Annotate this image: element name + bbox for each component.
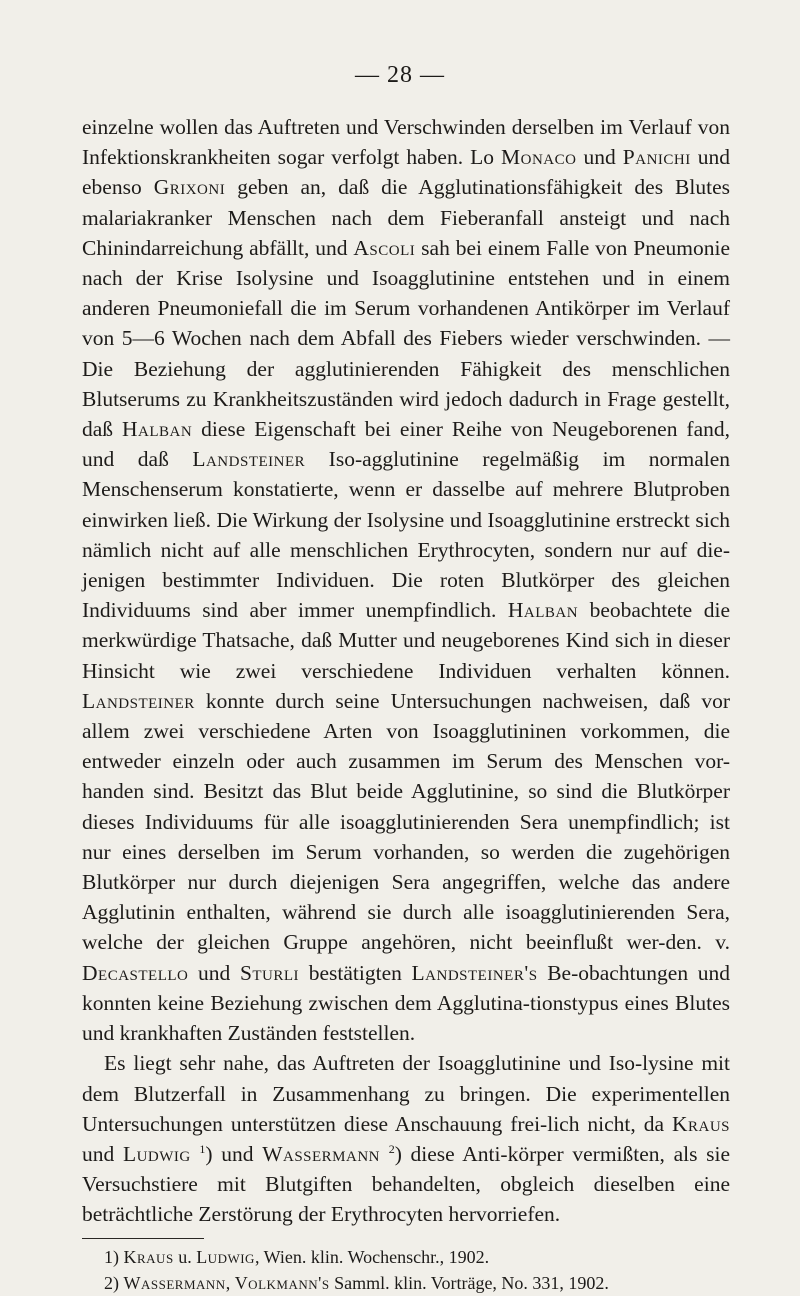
- text-run: Be-obachtungen und konnten keine Beziehung zwischen dem Agglutina-tionstypus eines Blutes und krankhaften Zuständen feststellen.: [82, 960, 731, 1046]
- text-run: Iso-agglutinine regelmäßig im normalen Menschenserum konstatierte, wenn er dasselbe auf mehrere Blutproben einwirken ließ. Die Wirkung der Isolysine und Isoagglutinine erstreckt sich nämlich nicht auf alle menschlichen Erythrocyten, sondern nur auf die-jenigen bestimmter Individuen. Die roten Blutkörper des gleichen Individuums sind aber immer unempfindlich.: [82, 447, 730, 623]
- author-name: Halban: [122, 417, 193, 442]
- footnotes: [82, 1244, 730, 1296]
- text-run: einzelne wollen das Auftreten und Verschwinden derselben im Verlauf von Infektionskrankheiten sogar verfolgt haben. Lo: [82, 115, 730, 170]
- text-run: geben an, daß die Agglutinationsfähigkeit des Blutes malariakranker Menschen nach dem Fieberanfall ansteigt und nach Chinindarreichung abfällt, und: [82, 175, 731, 260]
- text-run: u.: [173, 1247, 197, 1267]
- text-run: und ebenso: [82, 145, 731, 200]
- footnote-marker: 2: [388, 1141, 395, 1156]
- text-run: diese Eigenschaft bei einer Reihe von Neugeborenen fand, und daß: [82, 417, 731, 472]
- author-name: Ludwig: [196, 1247, 255, 1267]
- author-name: Panichi: [622, 145, 691, 170]
- author-name: Ascoli: [353, 235, 416, 260]
- text-run: ,: [225, 1273, 235, 1293]
- author-name: Sturli: [239, 960, 300, 985]
- text-run: konnte durch seine Untersuchungen nachweisen, daß vor allem zwei verschiedene Arten von Isoagglutininen vorkommen, die entweder einzeln oder auch zusammen im Serum des Menschen vor-handen sind. Besitzt das Blut beide Agglutinine, so sind die Blutkörper dieses Individuums für alle isoagglutinierenden Sera unempfindlich; ist nur eines derselben im Serum vorhanden, so werden die zugehörigen Blutkörper nur durch diejenigen Sera angegriffen, welche das andere Agglutinin enthalten, während sie durch alle isoagglutinierenden Sera, welche der gleichen Gruppe angehören, nicht beeinflußt wer-den. v.: [82, 688, 730, 955]
- paragraph-2: [82, 1048, 730, 1229]
- author-name: Grixoni: [153, 175, 226, 200]
- page-number: — 28 —: [355, 62, 445, 88]
- text-run: und: [82, 1141, 123, 1166]
- footnote-marker: 1: [199, 1141, 206, 1156]
- text-run: bestätigten: [299, 960, 412, 985]
- text-run: beobachtete die merkwürdige Thatsache, daß Mutter und neugeborenes Kind sich in dieser Hinsicht wie zwei verschiedene Individuen verhalten können.: [82, 598, 730, 683]
- text-run: und: [188, 960, 240, 985]
- author-name: Monaco: [501, 145, 577, 170]
- author-name: Halban: [507, 598, 579, 623]
- footnote-1: [82, 1244, 730, 1270]
- author-name: Ludwig: [122, 1141, 191, 1166]
- footnote-2: [82, 1270, 730, 1296]
- text-run: 2): [104, 1273, 124, 1293]
- text-run: sah bei einem Falle von Pneumonie nach der Krise Isolysine und Isoagglutinine entstehen und in einem anderen Pneumoniefall die im Serum vorhandenen Antikörper im Verlauf von 5—6 Wochen nach dem Abfall des Fiebers wieder verschwinden. — Die Beziehung der agglutinierenden Fähigkeit des menschlichen Blutserums zu Krankheitszuständen wird jedoch dadurch in Frage gestellt, daß: [82, 235, 731, 442]
- paragraph-1: [82, 112, 730, 1048]
- text-run: ) und: [205, 1141, 263, 1166]
- text-run: [380, 1142, 389, 1166]
- body-text: [82, 112, 730, 1230]
- author-name: Volkmann's: [234, 1273, 330, 1293]
- text-run: 1): [104, 1247, 124, 1267]
- footnote-rule: [82, 1238, 204, 1239]
- text-run: ) diese Anti-körper vermißten, als sie Versuchstiere mit Blutgiften behandelten, obgleich dieselben eine beträchtliche Zerstörung der Erythrocyten hervorriefen.: [82, 1141, 731, 1227]
- author-name: Landsteiner: [192, 447, 306, 472]
- author-name: Kraus: [671, 1111, 730, 1136]
- author-name: Wassermann: [123, 1273, 226, 1293]
- text-run: und: [576, 145, 623, 170]
- author-name: Landsteiner: [82, 688, 195, 713]
- author-name: Wassermann: [262, 1141, 380, 1166]
- text-run: Samml. klin. Vorträge, No. 331, 1902.: [329, 1273, 609, 1293]
- author-name: Landsteiner's: [411, 960, 538, 985]
- author-name: Kraus: [123, 1247, 174, 1267]
- text-run: , Wien. klin. Wochenschr., 1902.: [254, 1247, 490, 1267]
- author-name: Decastello: [82, 960, 189, 985]
- text-run: Es liegt sehr nahe, das Auftreten der Isoagglutinine und Iso-lysine mit dem Blutzerfall in Zusammenhang zu bringen. Die experimentellen Untersuchungen unterstützen diese Anschauung frei-lich nicht, da: [82, 1051, 730, 1136]
